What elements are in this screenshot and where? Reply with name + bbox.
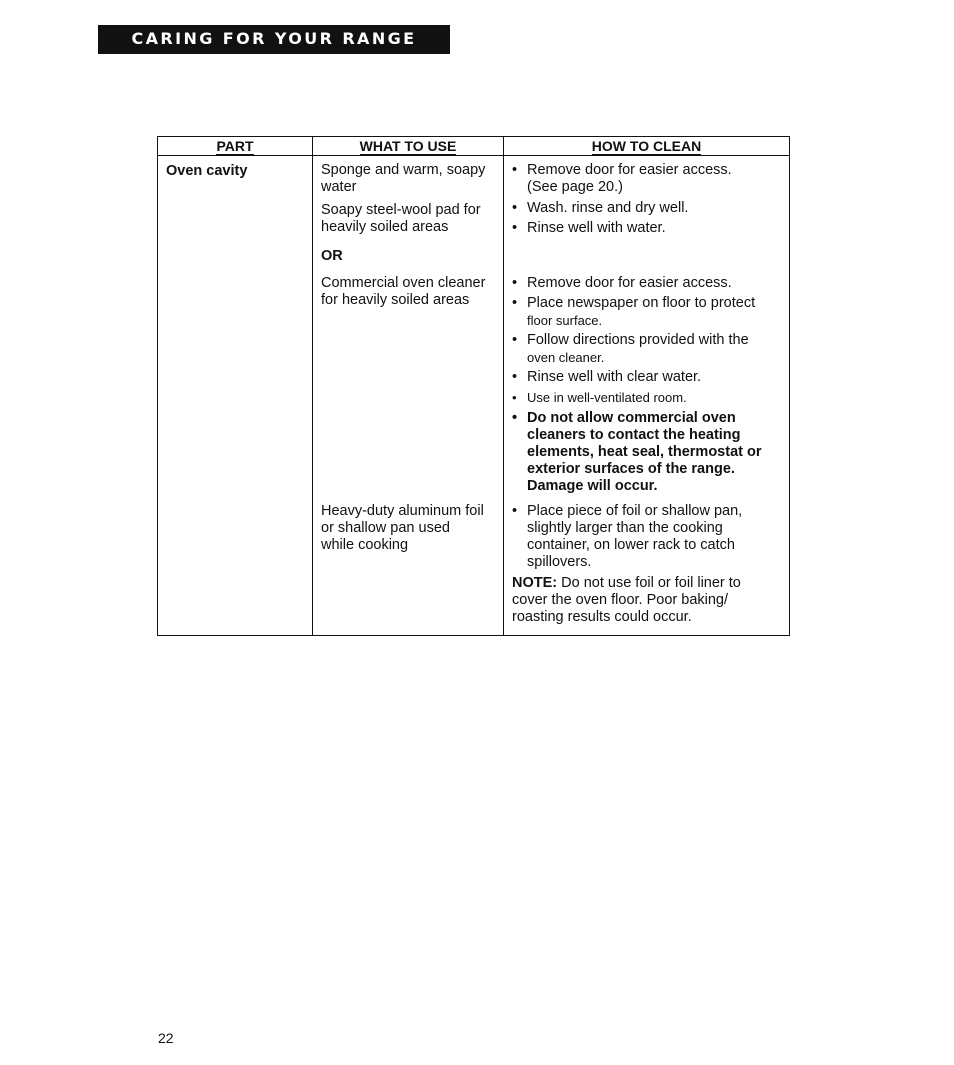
note-line: cover the oven floor. Poor baking/ xyxy=(512,592,729,608)
column-header-part: PART xyxy=(158,137,313,156)
table-header-row xyxy=(158,137,790,156)
clean-group-foil xyxy=(512,503,784,626)
bullet-icon: • xyxy=(512,369,518,385)
bullet-icon: • xyxy=(512,503,518,519)
bullet-line: slightly larger than the cooking xyxy=(527,520,723,536)
list-item-warning xyxy=(512,410,784,495)
bullet-icon: • xyxy=(512,410,518,426)
bullet-line: (See page 20.) xyxy=(527,179,623,195)
bullet-icon: • xyxy=(512,390,517,405)
use-line: Sponge and warm, soapy xyxy=(321,162,486,178)
bullet-line: floor surface. xyxy=(527,313,603,328)
page-number: 22 xyxy=(158,1030,174,1046)
use-item-steel-wool xyxy=(321,202,501,236)
bullet-icon: • xyxy=(512,220,518,236)
use-line: heavily soiled areas xyxy=(321,219,449,235)
bullet-line: Remove door for easier access. xyxy=(527,162,732,178)
use-item-sponge xyxy=(321,162,501,196)
bullet-line: spillovers. xyxy=(527,554,592,570)
list-item xyxy=(512,369,784,386)
use-line: Soapy steel-wool pad for xyxy=(321,202,481,218)
part-cell: Oven cavity xyxy=(158,156,313,636)
list-item xyxy=(512,503,784,571)
bullet-line: Use in well-ventilated room. xyxy=(527,390,687,405)
note-line: Do not use foil or foil liner to xyxy=(557,575,741,591)
note-line: roasting results could occur. xyxy=(512,609,692,625)
bullet-line: Place newspaper on floor to protect xyxy=(527,295,756,311)
list-item xyxy=(512,389,784,406)
table-row xyxy=(158,156,790,636)
bullet-icon: • xyxy=(512,332,518,348)
section-banner: CARING FOR YOUR RANGE xyxy=(98,25,450,54)
bullet-icon: • xyxy=(512,275,518,291)
cleaning-table xyxy=(157,136,790,636)
list-item xyxy=(512,332,784,366)
use-or-label: OR xyxy=(321,248,343,264)
use-line: Commercial oven cleaner xyxy=(321,275,486,291)
list-item xyxy=(512,220,784,237)
list-item xyxy=(512,162,784,196)
use-line: or shallow pan used xyxy=(321,520,450,536)
list-item xyxy=(512,200,784,217)
bullet-line: Place piece of foil or shallow pan, xyxy=(527,503,743,519)
bullet-line: cleaners to contact the heating xyxy=(527,427,741,443)
list-item xyxy=(512,275,784,292)
bullet-line: Follow directions provided with the xyxy=(527,332,749,348)
bullet-icon: • xyxy=(512,162,518,178)
bullet-icon: • xyxy=(512,200,518,216)
note-label: NOTE: xyxy=(512,575,558,591)
how-to-clean-cell xyxy=(504,156,790,636)
what-to-use-cell xyxy=(313,156,504,636)
column-header-what-to-use: WHAT TO USE xyxy=(313,137,504,156)
list-item xyxy=(512,295,784,329)
bullet-line: exterior surfaces of the range. xyxy=(527,461,735,477)
bullet-line: Rinse well with water. xyxy=(527,220,666,236)
bullet-line: container, on lower rack to catch xyxy=(527,537,735,553)
clean-group-commercial xyxy=(512,275,784,495)
use-line: while cooking xyxy=(321,537,409,553)
use-item-aluminum-foil xyxy=(321,503,501,554)
clean-group-sponge xyxy=(512,162,784,237)
use-item-commercial-cleaner xyxy=(321,275,501,309)
bullet-line: elements, heat seal, thermostat or xyxy=(527,444,762,460)
use-line: for heavily soiled areas xyxy=(321,292,470,308)
bullet-line: Damage will occur. xyxy=(527,478,658,494)
column-header-how-to-clean: HOW TO CLEAN xyxy=(504,137,790,156)
use-line: water xyxy=(321,179,357,195)
bullet-line: oven cleaner. xyxy=(527,350,605,365)
bullet-line: Rinse well with clear water. xyxy=(527,369,702,385)
bullet-line: Remove door for easier access. xyxy=(527,275,732,291)
bullet-icon: • xyxy=(512,295,518,311)
note-paragraph xyxy=(512,575,784,626)
bullet-line: Do not allow commercial oven xyxy=(527,410,736,426)
bullet-line: Wash. rinse and dry well. xyxy=(527,200,689,216)
use-line: Heavy-duty aluminum foil xyxy=(321,503,484,519)
